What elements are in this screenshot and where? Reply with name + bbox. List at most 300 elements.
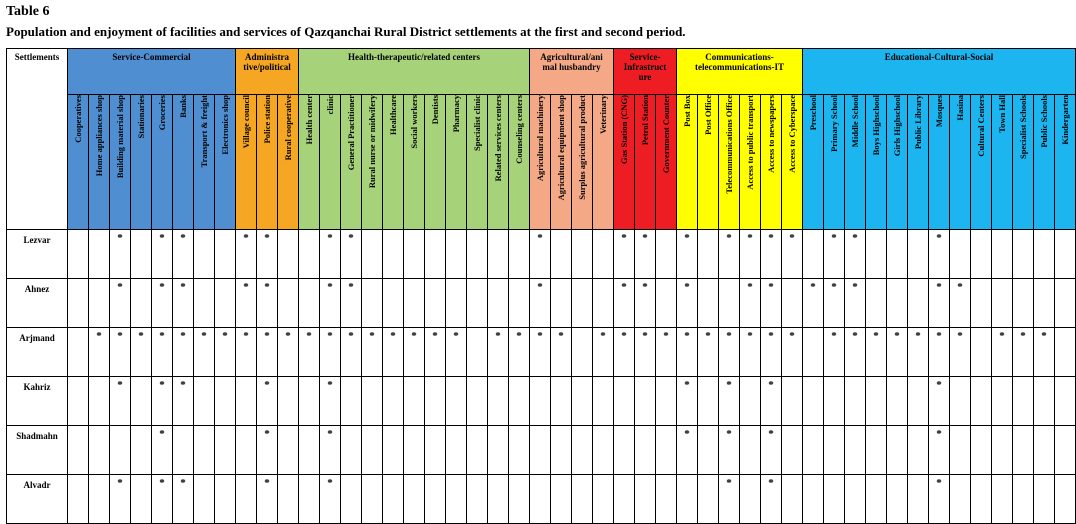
table-cell bbox=[68, 328, 89, 377]
cell-mark: * bbox=[236, 230, 257, 279]
cell-mark: * bbox=[320, 279, 341, 328]
table-cell bbox=[992, 475, 1013, 524]
column-header-label: Mosques bbox=[934, 95, 944, 128]
column-header bbox=[1055, 95, 1076, 230]
column-header-label: Transport & freight bbox=[199, 95, 209, 168]
table-cell bbox=[131, 426, 152, 475]
cell-mark: * bbox=[257, 328, 278, 377]
table-cell bbox=[656, 230, 677, 279]
table-cell bbox=[530, 475, 551, 524]
table-cell bbox=[782, 426, 803, 475]
table-cell bbox=[698, 475, 719, 524]
column-header bbox=[635, 95, 656, 230]
table-cell bbox=[971, 230, 992, 279]
table-cell bbox=[656, 279, 677, 328]
column-header-label: Post Box bbox=[682, 95, 692, 127]
cell-mark: * bbox=[89, 328, 110, 377]
column-header bbox=[68, 95, 89, 230]
column-header-label: Village council bbox=[241, 95, 251, 149]
column-header bbox=[593, 95, 614, 230]
table-cell bbox=[635, 426, 656, 475]
cell-mark: * bbox=[425, 328, 446, 377]
cell-mark: * bbox=[908, 328, 929, 377]
table-cell bbox=[1034, 377, 1055, 426]
cell-mark: * bbox=[761, 426, 782, 475]
table-cell bbox=[866, 426, 887, 475]
table-cell bbox=[236, 426, 257, 475]
table-body bbox=[7, 230, 1076, 524]
table-cell bbox=[215, 279, 236, 328]
table-cell bbox=[509, 475, 530, 524]
table-cell bbox=[614, 377, 635, 426]
table-cell bbox=[656, 475, 677, 524]
table-cell bbox=[782, 377, 803, 426]
column-header-label: Electronics shop bbox=[220, 95, 230, 155]
table-cell bbox=[362, 377, 383, 426]
table-cell bbox=[950, 230, 971, 279]
group-header-line: ure bbox=[638, 72, 652, 82]
table-cell bbox=[509, 426, 530, 475]
column-header-label: Building material shop bbox=[115, 95, 125, 179]
settlement-name: Kahriz bbox=[7, 377, 68, 426]
column-header-label: Surplus agricultural product bbox=[577, 95, 587, 200]
column-header-label: Cooperatives bbox=[73, 95, 83, 143]
table-cell bbox=[425, 377, 446, 426]
cell-mark: * bbox=[677, 279, 698, 328]
table-cell bbox=[467, 426, 488, 475]
column-header bbox=[929, 95, 950, 230]
cell-mark: * bbox=[152, 377, 173, 426]
cell-mark: * bbox=[1013, 328, 1034, 377]
table-cell bbox=[89, 377, 110, 426]
table-row bbox=[7, 279, 1076, 328]
cell-mark: * bbox=[152, 475, 173, 524]
cell-mark: * bbox=[698, 328, 719, 377]
table-cell bbox=[845, 377, 866, 426]
column-header bbox=[341, 95, 362, 230]
table-cell bbox=[908, 377, 929, 426]
column-header-label: Agricultural equipment shop bbox=[556, 95, 566, 201]
table-cell bbox=[1034, 475, 1055, 524]
cell-mark: * bbox=[1034, 328, 1055, 377]
column-header-label: Access to newspapers bbox=[766, 95, 776, 173]
column-header-label: Access to Cyberspace bbox=[787, 95, 797, 173]
table-cell bbox=[677, 475, 698, 524]
column-header bbox=[719, 95, 740, 230]
column-header bbox=[824, 95, 845, 230]
table-cell bbox=[131, 475, 152, 524]
cell-mark: * bbox=[677, 230, 698, 279]
table-cell bbox=[824, 426, 845, 475]
column-header-label: Rural nurse or midwifery bbox=[367, 95, 377, 189]
table-cell bbox=[404, 279, 425, 328]
group-header-line: mal husbandry bbox=[542, 62, 601, 72]
table-cell bbox=[971, 279, 992, 328]
table-cell bbox=[215, 377, 236, 426]
column-header bbox=[257, 95, 278, 230]
table-cell bbox=[1034, 279, 1055, 328]
table-cell bbox=[593, 475, 614, 524]
table-cell bbox=[194, 230, 215, 279]
table-cell bbox=[824, 377, 845, 426]
column-header bbox=[110, 95, 131, 230]
column-header-label: Stationaries bbox=[136, 95, 146, 139]
table-cell bbox=[698, 426, 719, 475]
table-cell bbox=[278, 475, 299, 524]
column-header bbox=[236, 95, 257, 230]
cell-mark: * bbox=[782, 328, 803, 377]
table-cell bbox=[362, 426, 383, 475]
cell-mark: * bbox=[488, 328, 509, 377]
cell-mark: * bbox=[152, 230, 173, 279]
table-cell bbox=[68, 475, 89, 524]
table-cell bbox=[215, 426, 236, 475]
column-header bbox=[614, 95, 635, 230]
table-cell bbox=[908, 475, 929, 524]
cell-mark: * bbox=[845, 328, 866, 377]
table-cell bbox=[89, 426, 110, 475]
column-header bbox=[299, 95, 320, 230]
table-cell bbox=[803, 328, 824, 377]
column-header-label: Dentists bbox=[430, 95, 440, 125]
cell-mark: * bbox=[530, 230, 551, 279]
cell-mark: * bbox=[530, 328, 551, 377]
column-header bbox=[740, 95, 761, 230]
cell-mark: * bbox=[635, 328, 656, 377]
cell-mark: * bbox=[278, 328, 299, 377]
column-header-label: Police station bbox=[262, 95, 272, 144]
column-header bbox=[383, 95, 404, 230]
cell-mark: * bbox=[341, 279, 362, 328]
column-header-label: Home appliances shop bbox=[94, 95, 104, 177]
column-header-label: Groceries bbox=[157, 95, 167, 131]
settlement-name: Lezvar bbox=[7, 230, 68, 279]
table-cell bbox=[887, 230, 908, 279]
table-cell bbox=[404, 426, 425, 475]
table-cell bbox=[572, 426, 593, 475]
table-cell bbox=[467, 279, 488, 328]
cell-mark: * bbox=[929, 426, 950, 475]
table-cell bbox=[383, 377, 404, 426]
table-cell bbox=[68, 426, 89, 475]
cell-mark: * bbox=[845, 279, 866, 328]
cell-mark: * bbox=[866, 328, 887, 377]
table-cell bbox=[404, 377, 425, 426]
table-cell bbox=[782, 475, 803, 524]
table-cell bbox=[635, 377, 656, 426]
table-cell bbox=[488, 475, 509, 524]
group-header-0 bbox=[68, 49, 236, 95]
cell-mark: * bbox=[551, 328, 572, 377]
cell-mark: * bbox=[950, 328, 971, 377]
cell-mark: * bbox=[320, 475, 341, 524]
column-header-label: Related services centers bbox=[493, 95, 503, 182]
cell-mark: * bbox=[593, 328, 614, 377]
table-cell bbox=[1013, 377, 1034, 426]
table-cell bbox=[425, 279, 446, 328]
table-cell bbox=[341, 475, 362, 524]
table-cell bbox=[68, 377, 89, 426]
table-cell bbox=[383, 426, 404, 475]
table-cell bbox=[656, 426, 677, 475]
table-cell bbox=[467, 328, 488, 377]
column-header bbox=[656, 95, 677, 230]
cell-mark: * bbox=[719, 230, 740, 279]
column-header-label: Counseling centers bbox=[514, 95, 524, 164]
table-cell bbox=[467, 377, 488, 426]
table-cell bbox=[404, 230, 425, 279]
table-cell bbox=[803, 426, 824, 475]
table-cell bbox=[509, 230, 530, 279]
table-cell bbox=[950, 475, 971, 524]
column-header bbox=[152, 95, 173, 230]
column-header-label: Rural cooperative bbox=[283, 95, 293, 161]
table-cell bbox=[467, 230, 488, 279]
table-cell bbox=[425, 230, 446, 279]
table-cell bbox=[572, 377, 593, 426]
group-header-line: Administra bbox=[244, 52, 289, 62]
cell-mark: * bbox=[845, 230, 866, 279]
column-header-label: Post Office bbox=[703, 95, 713, 135]
cell-mark: * bbox=[110, 230, 131, 279]
column-header bbox=[173, 95, 194, 230]
table-cell bbox=[593, 230, 614, 279]
column-header-label: Middle School bbox=[850, 95, 860, 148]
table-cell bbox=[551, 377, 572, 426]
cell-mark: * bbox=[383, 328, 404, 377]
table-cell bbox=[404, 475, 425, 524]
column-header bbox=[992, 95, 1013, 230]
table-cell bbox=[89, 279, 110, 328]
table-cell bbox=[299, 279, 320, 328]
cell-mark: * bbox=[929, 475, 950, 524]
column-header bbox=[467, 95, 488, 230]
column-header bbox=[530, 95, 551, 230]
cell-mark: * bbox=[320, 426, 341, 475]
column-header-label: General Practitioner bbox=[346, 95, 356, 171]
cell-mark: * bbox=[950, 279, 971, 328]
column-header-label: Government Counter bbox=[661, 95, 671, 174]
table-cell bbox=[908, 230, 929, 279]
table-cell bbox=[131, 230, 152, 279]
cell-mark: * bbox=[740, 279, 761, 328]
table-cell bbox=[278, 279, 299, 328]
table-cell bbox=[299, 426, 320, 475]
table-cell bbox=[299, 377, 320, 426]
cell-mark: * bbox=[635, 279, 656, 328]
group-header-line: tive/political bbox=[243, 62, 291, 72]
table-cell bbox=[194, 475, 215, 524]
table-wrapper bbox=[6, 48, 1076, 524]
table-row bbox=[7, 328, 1076, 377]
column-header bbox=[509, 95, 530, 230]
table-cell bbox=[551, 230, 572, 279]
table-title: Table 6 bbox=[6, 4, 50, 19]
table-cell bbox=[1055, 328, 1076, 377]
column-header bbox=[1034, 95, 1055, 230]
cell-mark: * bbox=[509, 328, 530, 377]
table-cell bbox=[572, 279, 593, 328]
table-cell bbox=[698, 377, 719, 426]
table-cell bbox=[278, 426, 299, 475]
cell-mark: * bbox=[257, 279, 278, 328]
table-cell bbox=[194, 426, 215, 475]
table-cell bbox=[194, 377, 215, 426]
cell-mark: * bbox=[110, 377, 131, 426]
column-header bbox=[845, 95, 866, 230]
table-cell bbox=[194, 279, 215, 328]
table-cell bbox=[1013, 475, 1034, 524]
table-cell bbox=[824, 475, 845, 524]
cell-mark: * bbox=[992, 328, 1013, 377]
column-header-label: Specialist clinic bbox=[472, 95, 482, 151]
column-header-row bbox=[7, 95, 1076, 230]
table-cell bbox=[614, 475, 635, 524]
table-cell bbox=[572, 328, 593, 377]
table-cell bbox=[110, 426, 131, 475]
group-header-line: Health-therapeutic/related centers bbox=[347, 52, 481, 62]
column-header bbox=[761, 95, 782, 230]
column-header-label: Access to public transport bbox=[745, 95, 755, 190]
column-header bbox=[950, 95, 971, 230]
column-header-label: Primary School bbox=[829, 95, 839, 152]
cell-mark: * bbox=[173, 230, 194, 279]
cell-mark: * bbox=[677, 377, 698, 426]
table-cell bbox=[446, 475, 467, 524]
table-cell bbox=[593, 279, 614, 328]
group-header-3 bbox=[530, 49, 614, 95]
table-cell bbox=[1055, 230, 1076, 279]
table-cell bbox=[950, 426, 971, 475]
table-cell bbox=[131, 377, 152, 426]
cell-mark: * bbox=[803, 279, 824, 328]
table-cell bbox=[887, 475, 908, 524]
column-header bbox=[782, 95, 803, 230]
group-header-line: Service-Commercial bbox=[112, 52, 191, 62]
table-cell bbox=[299, 475, 320, 524]
cell-mark: * bbox=[257, 426, 278, 475]
cell-mark: * bbox=[677, 328, 698, 377]
table-cell bbox=[572, 230, 593, 279]
cell-mark: * bbox=[761, 279, 782, 328]
table-cell bbox=[992, 279, 1013, 328]
column-header-label: Social workers bbox=[409, 95, 419, 149]
cell-mark: * bbox=[761, 377, 782, 426]
cell-mark: * bbox=[131, 328, 152, 377]
column-header bbox=[488, 95, 509, 230]
column-header bbox=[131, 95, 152, 230]
column-header bbox=[194, 95, 215, 230]
table-cell bbox=[278, 230, 299, 279]
column-header bbox=[803, 95, 824, 230]
column-header bbox=[404, 95, 425, 230]
cell-mark: * bbox=[656, 328, 677, 377]
table-cell bbox=[719, 279, 740, 328]
table-cell bbox=[551, 475, 572, 524]
cell-mark: * bbox=[719, 328, 740, 377]
table-cell bbox=[551, 426, 572, 475]
column-header-label: Veterinary bbox=[598, 95, 608, 134]
table-cell bbox=[992, 230, 1013, 279]
cell-mark: * bbox=[929, 279, 950, 328]
table-cell bbox=[425, 475, 446, 524]
cell-mark: * bbox=[677, 426, 698, 475]
cell-mark: * bbox=[110, 475, 131, 524]
table-cell bbox=[488, 230, 509, 279]
table-cell bbox=[362, 230, 383, 279]
table-cell bbox=[530, 426, 551, 475]
table-cell bbox=[131, 279, 152, 328]
table-cell bbox=[488, 279, 509, 328]
settlement-name: Alvadr bbox=[7, 475, 68, 524]
table-cell bbox=[425, 426, 446, 475]
table-cell bbox=[572, 475, 593, 524]
column-header-label: Cultural Centers bbox=[976, 95, 986, 157]
table-cell bbox=[614, 426, 635, 475]
table-cell bbox=[278, 377, 299, 426]
cell-mark: * bbox=[719, 426, 740, 475]
table-cell bbox=[887, 426, 908, 475]
cell-mark: * bbox=[341, 328, 362, 377]
column-header-label: Gas Station (CNG) bbox=[619, 95, 629, 164]
table-cell bbox=[992, 377, 1013, 426]
table-row bbox=[7, 475, 1076, 524]
column-header bbox=[320, 95, 341, 230]
column-header bbox=[971, 95, 992, 230]
cell-mark: * bbox=[110, 328, 131, 377]
cell-mark: * bbox=[299, 328, 320, 377]
table-row bbox=[7, 377, 1076, 426]
column-header-label: Town Hall bbox=[997, 95, 1007, 133]
table-cell bbox=[971, 328, 992, 377]
column-header-label: Hasina bbox=[955, 95, 965, 121]
table-cell bbox=[992, 426, 1013, 475]
table-cell bbox=[1055, 426, 1076, 475]
table-cell bbox=[467, 475, 488, 524]
table-cell bbox=[89, 475, 110, 524]
cell-mark: * bbox=[761, 475, 782, 524]
cell-mark: * bbox=[404, 328, 425, 377]
table-cell bbox=[299, 230, 320, 279]
column-header-label: Kindergarten bbox=[1060, 95, 1070, 145]
column-header bbox=[89, 95, 110, 230]
cell-mark: * bbox=[257, 377, 278, 426]
column-header-label: Banks bbox=[178, 95, 188, 118]
table-row bbox=[7, 426, 1076, 475]
table-cell bbox=[866, 279, 887, 328]
column-header bbox=[278, 95, 299, 230]
table-cell bbox=[866, 475, 887, 524]
table-cell bbox=[1055, 377, 1076, 426]
group-header-line: telecommunications-IT bbox=[695, 62, 784, 72]
cell-mark: * bbox=[320, 328, 341, 377]
cell-mark: * bbox=[824, 328, 845, 377]
table-cell bbox=[383, 279, 404, 328]
group-header-line: Service- bbox=[629, 52, 661, 62]
settlement-name: Ahnez bbox=[7, 279, 68, 328]
table-cell bbox=[446, 279, 467, 328]
group-header-row bbox=[7, 49, 1076, 95]
column-header-label: clinic bbox=[325, 95, 335, 115]
column-header-label: Healthcare bbox=[388, 95, 398, 135]
table-cell bbox=[971, 426, 992, 475]
table-cell bbox=[1055, 279, 1076, 328]
cell-mark: * bbox=[761, 328, 782, 377]
table-cell bbox=[341, 426, 362, 475]
table-row bbox=[7, 230, 1076, 279]
settlement-name: Shadmahn bbox=[7, 426, 68, 475]
cell-mark: * bbox=[362, 328, 383, 377]
